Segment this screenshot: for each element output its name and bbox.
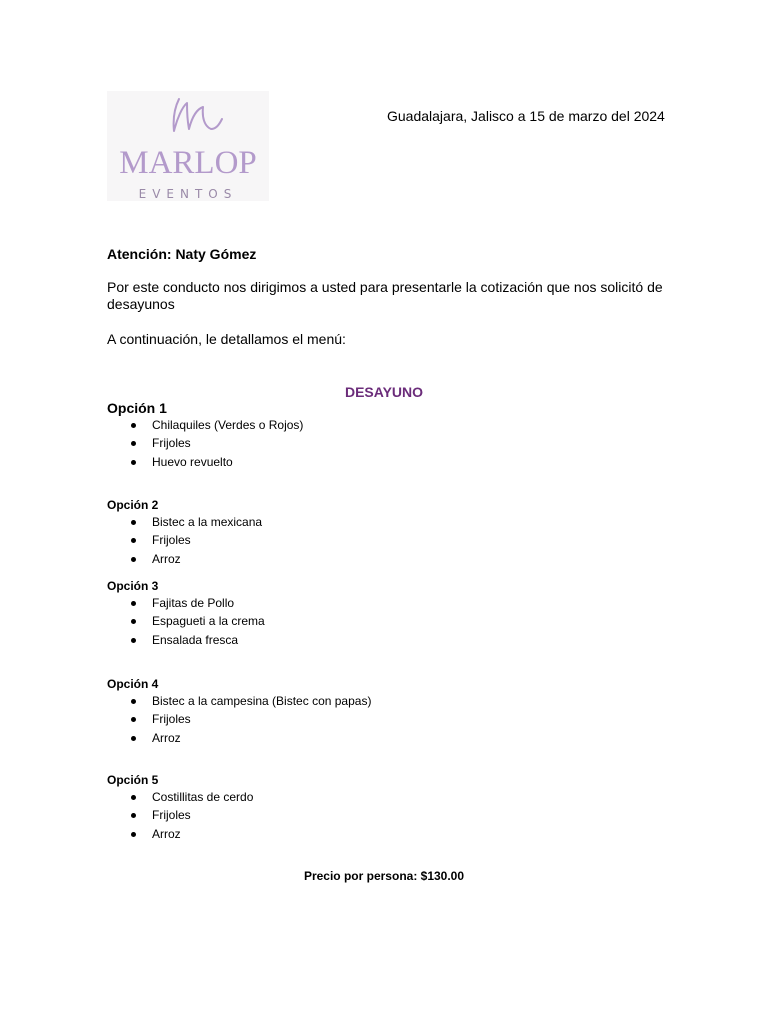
- menu-lead-text: A continuación, le detallamos el menú:: [107, 331, 346, 347]
- menu-option-3: [107, 578, 265, 649]
- option-title: Opción 4: [107, 677, 159, 691]
- list-item: Chilaquiles (Verdes o Rojos): [107, 416, 303, 434]
- price-per-person: Precio por persona: $130.00: [303, 869, 465, 883]
- list-item: Frijoles: [107, 806, 253, 824]
- list-item: Frijoles: [107, 531, 262, 549]
- option-title: Opción 5: [107, 773, 159, 787]
- menu-option-2: [107, 497, 262, 568]
- list-item: Frijoles: [107, 434, 303, 452]
- list-item: Espagueti a la crema: [107, 612, 265, 630]
- intro-paragraph: Por este conducto nos dirigimos a usted para presentarle la cotización que nos solicitó de desayunos: [107, 279, 663, 312]
- option-title: Opción 1: [107, 400, 167, 416]
- option-items: [107, 416, 303, 471]
- list-item: Arroz: [107, 550, 262, 568]
- list-item: Fajitas de Pollo: [107, 594, 265, 612]
- list-item: Bistec a la campesina (Bistec con papas): [107, 692, 371, 710]
- attention-line: Atención: Naty Gómez: [107, 246, 257, 262]
- option-title: Opción 2: [107, 498, 159, 512]
- list-item: Huevo revuelto: [107, 453, 303, 471]
- list-item: Frijoles: [107, 710, 371, 728]
- logo-name: MARLOP: [119, 145, 257, 181]
- menu-option-1: [107, 400, 303, 471]
- list-item: Costillitas de cerdo: [107, 788, 253, 806]
- marlop-logo-mark: [107, 91, 269, 201]
- list-item: Arroz: [107, 729, 371, 747]
- option-items: [107, 692, 371, 747]
- list-item: Arroz: [107, 825, 253, 843]
- document-date: Guadalajara, Jalisco a 15 de marzo del 2024: [387, 108, 665, 124]
- option-items: [107, 788, 253, 843]
- list-item: Ensalada fresca: [107, 631, 265, 649]
- menu-option-4: [107, 676, 371, 747]
- company-logo: [107, 91, 269, 201]
- logo-subtitle: EVENTOS: [138, 187, 238, 201]
- option-title: Opción 3: [107, 579, 159, 593]
- list-item: Bistec a la mexicana: [107, 513, 262, 531]
- option-items: [107, 513, 262, 568]
- menu-title: DESAYUNO: [344, 384, 424, 400]
- option-items: [107, 594, 265, 649]
- menu-option-5: [107, 772, 253, 843]
